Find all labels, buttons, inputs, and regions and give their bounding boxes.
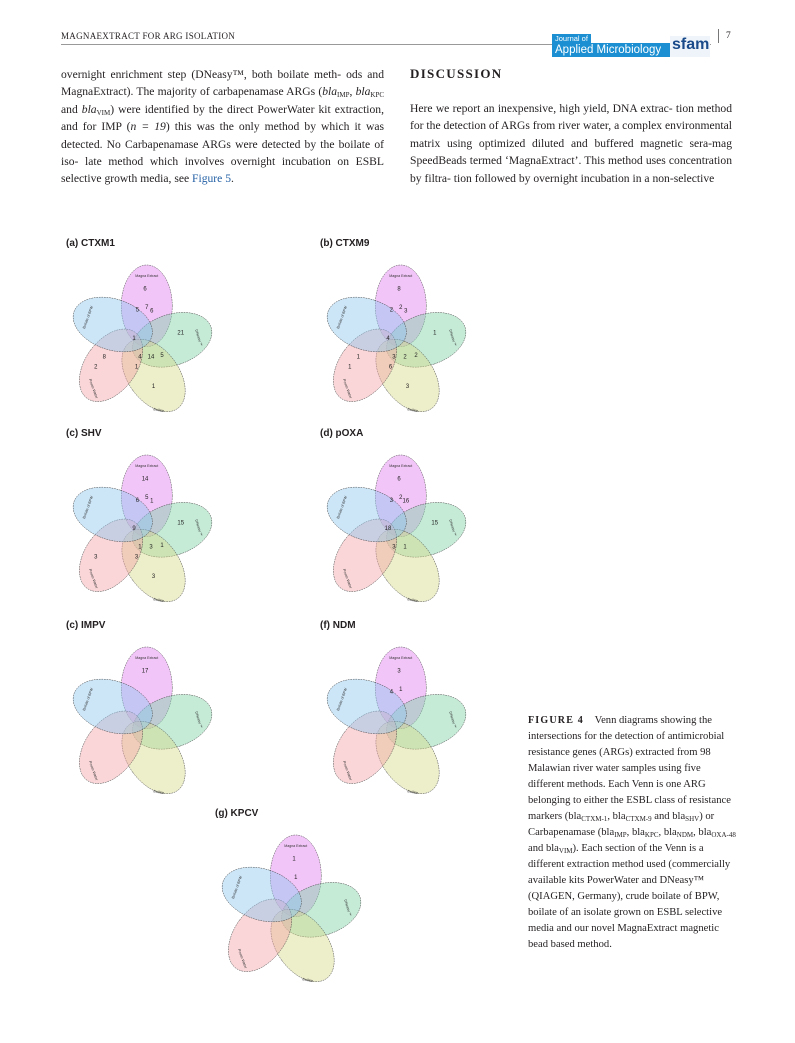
journal-logo[interactable] [552, 34, 710, 58]
venn-set-label: Boilate [407, 789, 419, 796]
figure-5-link[interactable]: Figure 5 [192, 172, 231, 186]
venn-title: (a) CTXM1 [66, 238, 115, 249]
venn-panel-impv [64, 620, 204, 800]
venn-count: 2 [389, 307, 394, 314]
venn-count: 6 [135, 497, 140, 504]
venn-set-label: Boilate of BPW [336, 305, 348, 330]
venn-count: 1 [294, 875, 298, 882]
venn-title: (d) pOXA [320, 428, 364, 439]
venn-count: 3 [405, 384, 410, 391]
venn-count: 4 [389, 689, 394, 696]
venn-set-label: Boilate of BPW [336, 687, 348, 712]
venn-panel-poxa [318, 428, 458, 608]
venn-set-label: Magna Extract [284, 843, 308, 848]
venn-set-label: Power Water [236, 948, 248, 970]
venn-count: 1 [403, 544, 407, 551]
venn-count: 6 [143, 286, 147, 293]
venn-set-label: Power Water [87, 378, 99, 400]
venn-panel-ctxm1 [64, 238, 204, 418]
venn-count: 2 [94, 364, 98, 371]
venn-set-label: Boilate [407, 407, 419, 414]
venn-set-label: Boilate [407, 597, 419, 604]
venn-count: 3 [134, 554, 139, 561]
venn-count: 2 [414, 352, 418, 359]
results-paragraph: overnight enrichment step (DNeasy™, both boilate meth- ods and MagnaExtract). The majority of carbapenamase ARGs (bla$_{IMP}$, bla$_{KPC}$ and bla$_{VIM}$) were identified by the direct PowerWater kit extraction, and for IMP (n = 19) this was the only method by which it was detected. No Carbapenamase ARGs were detected by the boilate of iso- late method which involves overnight incubation on ESBL selective growth media, see Figure 5. [61, 68, 385, 186]
venn-count: 3 [392, 544, 396, 551]
right-column-text [410, 100, 732, 187]
venn-set-label: Boilate of BPW [336, 495, 348, 520]
venn-set-label: Power Water [341, 568, 353, 590]
venn-count: 1 [160, 542, 164, 549]
page-number: 7 [726, 31, 731, 41]
venn-panel-ndm [318, 620, 458, 800]
venn-count: 21 [177, 330, 185, 337]
venn-set-label: DNeasy ™ [448, 710, 458, 729]
venn-set-label: Magna Extract [135, 273, 159, 278]
venn-set-label: DNeasy ™ [343, 898, 353, 917]
venn-count: 3 [151, 574, 156, 581]
venn-count: 8 [102, 354, 106, 361]
venn-set-label: Boilate [153, 407, 165, 414]
venn-set-label: Magna Extract [389, 655, 413, 660]
venn-count: 6 [388, 364, 393, 371]
venn-count: 18 [384, 525, 392, 532]
venn-count: 9 [132, 525, 136, 532]
venn-title: (f) NDM [320, 620, 356, 631]
venn-set-label: Power Water [87, 568, 99, 590]
venn-count: 3 [94, 554, 98, 561]
venn-count: 1 [433, 330, 437, 337]
venn-title: (g) KPCV [215, 808, 259, 819]
venn-count: 17 [141, 668, 149, 675]
venn-set-label: Boilate [153, 789, 165, 796]
left-column-text [61, 66, 384, 188]
venn-count: 1 [150, 498, 154, 505]
venn-count: 5 [160, 352, 164, 359]
sfam-logo-icon: sfam [670, 36, 710, 57]
venn-title: (c) IMPV [66, 620, 106, 631]
venn-count: 3 [397, 668, 401, 675]
figure-caption: FIGURE 4 Venn diagrams showing the intersections for the detection of antimicrobial resistance genes (ARGs) extracted from 98 Malawian river water samples using five different methods. Each Venn is one ARG belonging to either the ESBL class of resistance markers (bla$_{CTXM-1}$, bla$_{CTXM-9}$ and bla$_{SHV}$) or Carbapenamase (bla$_{IMP}$, bla$_{KPC}$, bla$_{NDM}$, bla$_{OXA-48}$ and bla$_{VIM}$). Each section of the Venn is a different extraction method used (commercially available kits PowerWater and DNeasy™ (QIAGEN, Germany), crude boilate of BPW, boilate of an isolate grown on ESBL selective media and our novel MagnaExtract magnetic bead based method. [528, 715, 736, 950]
venn-count: 6 [150, 308, 154, 315]
venn-count: 1 [134, 364, 139, 371]
figure-label: FIGURE 4 [528, 715, 584, 726]
venn-set-label: Power Water [341, 378, 353, 400]
venn-count: 2 [403, 354, 407, 361]
venn-count: 1 [151, 384, 156, 391]
discussion-heading: DISCUSSION [410, 66, 503, 81]
venn-count: 1 [348, 364, 352, 371]
venn-set-label: DNeasy ™ [448, 518, 458, 537]
venn-count: 6 [397, 476, 401, 483]
venn-count: 14 [141, 476, 149, 483]
logo-journal-of: Journal of [552, 34, 591, 43]
venn-count: 3 [149, 544, 153, 551]
header-divider [718, 29, 719, 43]
venn-set-label: Boilate [302, 977, 314, 984]
venn-count: 1 [132, 335, 136, 342]
venn-count: 8 [397, 286, 401, 293]
venn-set-label: Boilate of BPW [82, 687, 94, 712]
venn-count: 1 [399, 687, 403, 694]
venn-set-label: Power Water [341, 760, 353, 782]
venn-set-label: Magna Extract [389, 463, 413, 468]
venn-set-label: Boilate of BPW [82, 495, 94, 520]
venn-panel-kpcv [213, 808, 353, 988]
venn-count: 2 [399, 495, 403, 502]
venn-set-label: DNeasy ™ [194, 518, 204, 537]
venn-set-label: DNeasy ™ [194, 710, 204, 729]
discussion-paragraph: Here we report an inexpensive, high yield, DNA extrac- tion method for the detection of ARGs from river water, a complex environmental matrix using optimized diluted and buffered magnetic sera-mag SpeedBeads termed ‘MagnaExtract’. This method uses concentration by filtra- tion followed by overnight incubation in a non-selective [410, 102, 732, 185]
venn-set-label: DNeasy ™ [194, 328, 204, 347]
venn-count: 4 [386, 335, 390, 342]
venn-count: 15 [431, 520, 439, 527]
venn-count: 14 [147, 354, 155, 361]
venn-set-label: Boilate of BPW [231, 875, 243, 900]
venn-set-label: Boilate of BPW [82, 305, 94, 330]
venn-count: 1 [292, 856, 296, 863]
venn-set-label: Power Water [87, 760, 99, 782]
venn-title: (c) SHV [66, 428, 102, 439]
venn-set-label: Boilate [153, 597, 165, 604]
venn-count: 5 [135, 307, 140, 314]
venn-panel-shv [64, 428, 204, 608]
venn-count: 2 [399, 305, 403, 312]
venn-set-label: Magna Extract [135, 463, 159, 468]
venn-count: 4 [138, 354, 142, 361]
venn-count: 15 [177, 520, 185, 527]
running-title: MAGNAEXTRACT FOR ARG ISOLATION [61, 31, 236, 41]
logo-title: Applied Microbiology [552, 43, 670, 57]
venn-count: 5 [145, 495, 149, 502]
venn-count: 3 [392, 354, 396, 361]
venn-set-label: Magna Extract [389, 273, 413, 278]
venn-count: 1 [356, 354, 360, 361]
venn-count: 7 [145, 305, 149, 312]
venn-panel-ctxm9 [318, 238, 458, 418]
venn-count: 3 [389, 497, 394, 504]
venn-count: 3 [404, 308, 408, 315]
venn-count: 16 [402, 498, 410, 505]
venn-count: 1 [138, 544, 142, 551]
venn-title: (b) CTXM9 [320, 238, 370, 249]
venn-set-label: DNeasy ™ [448, 328, 458, 347]
venn-set-label: Magna Extract [135, 655, 159, 660]
